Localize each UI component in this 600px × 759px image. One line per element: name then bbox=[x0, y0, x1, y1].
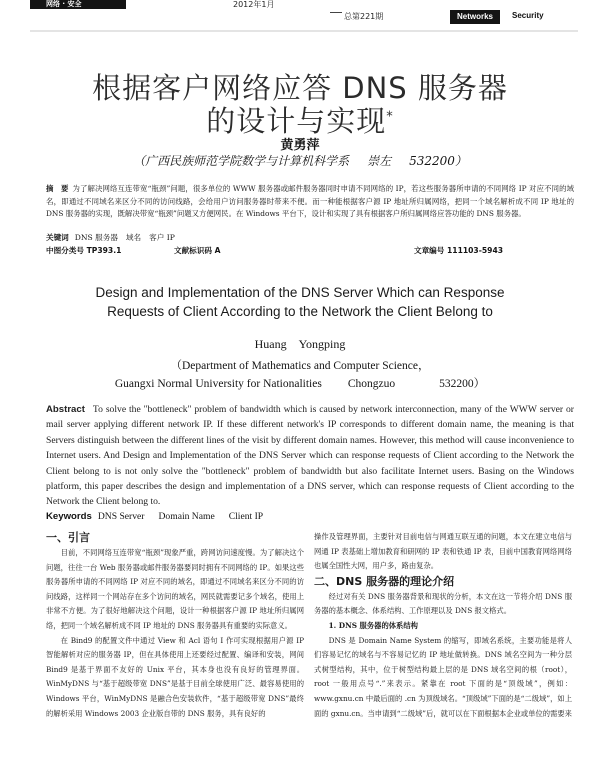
body-paragraph: 经过对有关 DNS 服务器背景和现状的分析，本文在这一节将介绍 DNS 服务器的基本概念、体系结构、工作原理以及 DNS 报文格式。 bbox=[314, 591, 572, 616]
subsection-heading: 1. DNS 服务器的体系结构 bbox=[328, 620, 418, 630]
affiliation-en-univ-line bbox=[0, 375, 600, 391]
abstract-cn-text: 为了解决网络互连带宽“瓶颈”问题，很多单位的 WWW 服务器或邮件服务器同时申请不同网络的 IP，若这些服务器所申请的不同网络 IP 对应不同的域名，即通过不同域名来区分不同的访问线路，会给用户访问服务器时带来不便。而一种能根据客户源 IP 地址所归属网络，把同一个域名解析成不同 IP 地址的 DNS 服务器的实现，既解决带宽“瓶颈”问题又方便网民。在 Windows 平台下，设计和实现了具有根据客户所归属网络应答功能的 DNS 服务器。 bbox=[46, 184, 574, 218]
header-section-left: 网络 · 安全 bbox=[30, 0, 126, 9]
body-paragraph: DNS 是 Domain Name System 的缩写，即域名系统，主要功能是将人们容易记忆的域名与不容易记忆的 IP 地址做转换。DNS 域名空间为一种分层式树型结构，其中，位于树型结构最上层的是 DNS 域名空间的根（root），root 一般用点号“.”来表示。紧靠在 root 下面的是“顶级域”，例如：www.gxnu.cn 中最后面的 .cn 为顶级域名。“顶级域”下面的是“二级域”，如上面的 gxnu.cn。当申请到“二级域”后，就可以在下面根据本企业或单位的需要来 bbox=[314, 635, 572, 718]
keyword-cn: 域名 bbox=[125, 233, 142, 242]
title-footnote-mark: * bbox=[386, 109, 394, 125]
body-paragraph: 操作及管理界面，主要针对目前电信与网通互联互通的问题，本文在建立电信与网通 IP 表基础上增加教育和研网的 IP 表和铁通 IP 表，目前中国教育网络网络也属全国性大网，用户多，路由复杂。 bbox=[314, 532, 572, 571]
title-en-line1: Design and Implementation of the DNS Server Which can Response bbox=[95, 285, 505, 300]
affiliation-en-city: Chongzuo bbox=[347, 378, 396, 390]
body-paragraph: 目前，不同网络互连带宽“瓶颈”现象严重，跨网访问速度慢。为了解决这个问题，往往一台 Web 服务器或邮件服务器要同时拥有不同网络的 IP。如果这些服务器所申请的不同网络 IP 对应不同的域名，即通过不同域名来区分不同的访问线路，这样同一个网站存在多个访问的域名，网民就需要记多个域名，使用上非常不方便。为了很好地解决这个问题，设计一种根据客户源 IP 地址所归属网络，把同一个域名解析成不同 IP 地址的 DNS 服务器具有重要的实际意义。 bbox=[46, 548, 304, 630]
keywords-cn-label: 关键词 bbox=[46, 233, 69, 242]
affiliation-en-dept: （Department of Mathematics and Computer Science， bbox=[170, 360, 430, 372]
keyword-en: Client IP bbox=[228, 511, 264, 522]
header-issue: 总第221期 bbox=[344, 12, 384, 21]
keywords-en bbox=[46, 511, 277, 522]
header-networks-tag: Networks bbox=[450, 10, 500, 24]
affiliation-en-postcode: 532200） bbox=[439, 378, 486, 390]
abstract-en bbox=[46, 402, 574, 510]
body-column-right bbox=[314, 530, 572, 721]
header-divider bbox=[30, 30, 578, 32]
keyword-cn: 客户 IP bbox=[149, 233, 175, 242]
title-en bbox=[0, 283, 600, 321]
keywords-cn bbox=[46, 232, 183, 243]
author-cn: 黄勇萍 bbox=[280, 138, 320, 153]
title-en-line2: Requests of Client According to the Network the Client Belong to bbox=[107, 304, 493, 319]
title-cn-line2-text: 的设计与实现 bbox=[206, 104, 387, 138]
article-number: 文章编号 111103-5943 bbox=[414, 246, 504, 255]
keyword-en: DNS Server bbox=[97, 511, 145, 522]
clc-number: 中图分类号 TP393.1 bbox=[46, 246, 122, 255]
abstract-en-label: Abstract bbox=[46, 404, 85, 415]
keywords-en-label: Keywords bbox=[46, 511, 92, 522]
author-en: Huang Yongping bbox=[254, 337, 346, 351]
affiliation-cn-postcode: 532200） bbox=[409, 154, 467, 168]
body-column-left bbox=[46, 530, 304, 721]
section-heading-theory: 二、DNS 服务器的理论介绍 bbox=[314, 574, 455, 588]
abstract-en-text: To solve the "bottleneck" problem of bandwidth which is caused by network interconnection, many of the WWW server or mail server applying different network IP. If these different network's IP corresponds to different domain name, the meaning is that Servers distinguish between the different lines of the visit by different domain names. However, this method will cause inconvenience to Internet users. And Design and Implementation of the DNS Server which can response requests of Client according to the Network the Client belong to is not only solve the "bottleneck" problem of bandwidth but also facilitate Internet users. Basing on the Windows platform, this paper describes the design and implementation of a DNS server, which can response requests of Client according to the Network the Client belong to. bbox=[46, 404, 574, 508]
affiliation-cn-institution: （广西民族师范学院数学与计算机科学系 bbox=[133, 154, 350, 168]
document-code: 文献标识码 A bbox=[174, 246, 221, 255]
affiliation-en-univ: Guangxi Normal University for Nationalities bbox=[114, 378, 322, 390]
header-date: 2012年1月 bbox=[233, 0, 275, 9]
header-security-label: Security bbox=[512, 11, 544, 20]
affiliation-cn-city: 崇左 bbox=[367, 154, 392, 168]
abstract-cn-label: 摘 要 bbox=[46, 184, 69, 193]
affiliation-cn bbox=[0, 152, 600, 169]
header-rule bbox=[330, 12, 342, 13]
keyword-en: Domain Name bbox=[158, 511, 215, 522]
keyword-cn: DNS 服务器 bbox=[74, 233, 118, 242]
abstract-cn bbox=[46, 183, 574, 221]
title-cn-line1: 根据客户网络应答 DNS 服务器 bbox=[92, 71, 508, 105]
section-heading-intro: 一、引言 bbox=[46, 531, 90, 544]
body-paragraph: 在 Bind9 的配置文件中通过 View 和 Acl 语句 I 作可实现根据用户源 IP 智能解析对应的服务器 IP，但在具体使用上还要经过配置、编译和安装，网间 Bind9 是基于界面不友好的 Unix 平台，其本身也没有良好的管理界面。WinMyDNS 与“基于超级带宽 DNS”是基于目前全球使用广泛、最容易使用的 Windows 平台，WinMyDNS 是融合色安装软件，“基于超级带宽 DNS”最终的解析采用 Windows 2003 企业版自带的 DNS 服务，具有良好的 bbox=[46, 635, 304, 718]
